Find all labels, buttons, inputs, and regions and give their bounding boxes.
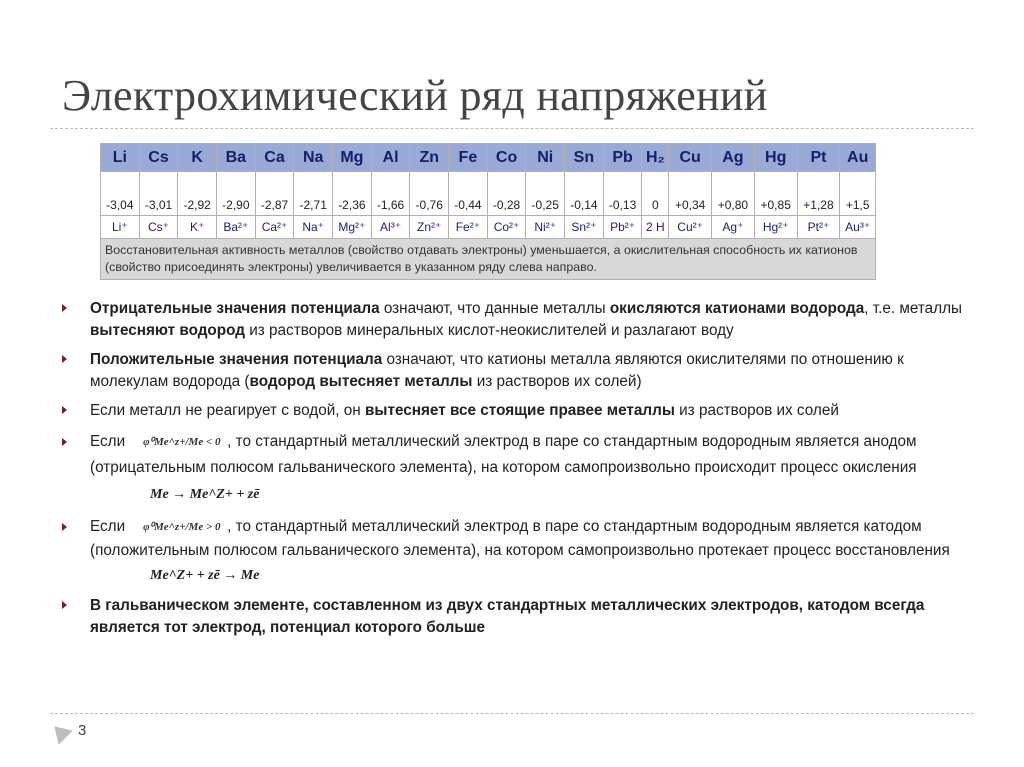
potential-value: -1,66 [371,172,410,216]
ion-label: Na⁺ [294,216,333,239]
element-symbol: Na [294,144,333,172]
potential-value: -2,87 [255,172,294,216]
potential-value: -0,13 [603,172,642,216]
element-symbol: Fe [449,144,488,172]
bullet-arrow-icon [62,355,67,363]
element-symbol: Sn [565,144,604,172]
ion-label: Sn²⁺ [565,216,604,239]
ion-label: Co²⁺ [487,216,526,239]
ion-label: Hg²⁺ [754,216,797,239]
element-symbol: Al [371,144,410,172]
title-divider [50,128,974,129]
bullet-displacement [62,400,972,422]
reduction-reaction-formula: Me^Z+ + zē → Me [150,568,260,584]
bullet-arrow-icon [62,601,67,609]
potential-value: -0,44 [449,172,488,216]
potential-value: +1,5 [840,172,876,216]
bullet-anode [62,429,972,508]
ion-label: Ba²⁺ [217,216,256,239]
ion-label: Au³⁺ [840,216,876,239]
element-symbol: Pt [797,144,840,172]
ion-label: Mg²⁺ [333,216,372,239]
bullet-arrow-icon [62,304,67,312]
potential-value: -2,90 [217,172,256,216]
element-symbol: Cs [139,144,178,172]
bullet-negative-potential [62,298,972,342]
footer-triangle-icon [47,719,72,744]
text: из растворов минеральных кислот-неокислителей и разлагают воду [244,322,734,339]
ions-row [101,216,876,239]
ion-label: Al³⁺ [371,216,410,239]
element-symbol: K [178,144,217,172]
ion-label: Zn²⁺ [410,216,449,239]
element-symbol: Mg [333,144,372,172]
bold-text: водород вытесняет металлы [249,373,473,390]
footer-divider [50,713,974,714]
bold-text: вытесняет все стоящие правее металлы [365,402,675,419]
text: означают, что данные металлы [379,300,610,317]
electrochemical-series-table [100,143,876,280]
bold-text: окисляются катионами водорода [609,300,865,317]
potential-value: -0,14 [565,172,604,216]
element-symbol: Li [101,144,140,172]
element-symbol: Cu [669,144,712,172]
bullet-positive-potential [62,349,972,393]
ion-label: Pb²⁺ [603,216,642,239]
ion-label: K⁺ [178,216,217,239]
element-symbol: Ca [255,144,294,172]
ion-label: Ca²⁺ [255,216,294,239]
potentials-row [101,172,876,216]
bullet-arrow-icon [62,438,67,446]
bullet-arrow-icon [62,523,67,531]
potential-value: +0,80 [712,172,755,216]
text: из растворов их солей [674,402,839,419]
ion-label: Ni²⁺ [526,216,565,239]
page-number: 3 [78,722,87,739]
text: , т.е. металлы [864,300,963,317]
text: из растворов их солей) [472,373,642,390]
ion-label: Ag⁺ [712,216,755,239]
potential-value: -2,36 [333,172,372,216]
element-symbol: Ag [712,144,755,172]
element-symbol: Au [840,144,876,172]
bold-text: вытесняют водород [90,322,245,339]
text: , то стандартный металлический электрод в паре со стандартным водородным является анодом (отрицательным полюсом гальванического элемента), на котором самопроизвольно происходит процесс окисления [90,433,917,477]
ion-label: Li⁺ [101,216,140,239]
oxidation-reaction-formula: Me → Me^Z+ + zē [150,487,260,503]
potential-value: -0,25 [526,172,565,216]
potential-value: +1,28 [797,172,840,216]
ion-label: Pt²⁺ [797,216,840,239]
ion-label: Fe²⁺ [449,216,488,239]
series-note: Восстановительная активность металлов (свойство отдавать электроны) уменьшается, а окислительная способность их катионов (свойство присоединять электроны) увеличивается в указанном ряду слева направо. [101,239,876,280]
symbols-row [101,144,876,172]
text: Если [90,518,126,536]
bold-text: Отрицательные значения потенциала [90,300,380,317]
potential-value: -0,76 [410,172,449,216]
element-symbol: Zn [410,144,449,172]
potential-value: -0,28 [487,172,526,216]
element-symbol: Hg [754,144,797,172]
note-row [101,239,876,280]
potential-value: -3,04 [101,172,140,216]
potential-negative-formula: φ⁰Me^z+/Me < 0 [143,436,221,448]
potential-value: -3,01 [139,172,178,216]
text: означают, что катионы металла являются окислителями по отношению к молекулам водорода ( [90,351,904,390]
text: Если металл не реагирует с водой, он [90,402,365,419]
potential-value: 0 [642,172,669,216]
text: Если [90,433,126,451]
bullet-list [62,298,972,639]
potential-value: +0,34 [669,172,712,216]
bullet-galvanic-cell [62,595,972,639]
potential-value: -2,71 [294,172,333,216]
bullet-cathode [62,515,972,588]
element-symbol: H₂ [642,144,669,172]
ion-label: 2 H [642,216,669,239]
potential-positive-formula: φ⁰Me^z+/Me > 0 [143,521,221,534]
slide-title: Электрохимический ряд напряжений [62,71,768,120]
element-symbol: Co [487,144,526,172]
element-symbol: Ba [217,144,256,172]
bold-text: Положительные значения потенциала [90,351,383,368]
potential-value: +0,85 [754,172,797,216]
bold-text: В гальваническом элементе, составленном из двух стандартных металлических электродов, катодом всегда является тот электрод, потенциал которого больше [90,597,925,637]
text: , то стандартный металлический электрод в паре со стандартным водородным является катодом (положительным полюсом гальванического элемента), на котором самопроизвольно протекает процесс восстановления [90,518,950,560]
element-symbol: Ni [526,144,565,172]
potential-value: -2,92 [178,172,217,216]
element-symbol: Pb [603,144,642,172]
bullet-arrow-icon [62,406,67,414]
ion-label: Cu²⁺ [669,216,712,239]
ion-label: Cs⁺ [139,216,178,239]
